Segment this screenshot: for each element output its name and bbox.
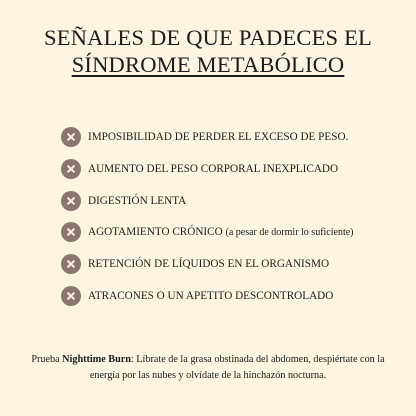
symptom-item (61, 222, 354, 242)
x-mark-circle-icon (61, 127, 81, 147)
symptom-text: ATRACONES O UN APETITO DESCONTROLADO (88, 290, 334, 302)
x-mark-circle-icon (61, 254, 81, 274)
symptom-note: (a pesar de dormir lo suficiente) (225, 227, 354, 238)
x-mark-circle-icon (61, 222, 81, 242)
x-mark-circle-icon (61, 191, 81, 211)
symptom-text: DIGESTIÓN LENTA (88, 195, 187, 207)
heading-line-1: SEÑALES DE QUE PADECES EL (44, 25, 372, 50)
symptom-item (61, 191, 186, 211)
symptom-item (61, 286, 333, 306)
x-mark-circle-icon (61, 159, 81, 179)
symptom-text: AGOTAMIENTO CRÓNICO (a pesar de dormir lo suficiente) (88, 226, 354, 238)
heading-line-2 (0, 54, 416, 77)
x-mark-circle-icon (61, 286, 81, 306)
symptom-text: IMPOSIBILIDAD DE PERDER EL EXCESO DE PESO. (88, 131, 349, 143)
symptom-item (61, 127, 348, 147)
symptom-text: RETENCIÓN DE LÍQUIDOS EN EL ORGANISMO (88, 258, 330, 270)
heading-line-2-text: SÍNDROME METABÓLICO (71, 52, 345, 77)
symptom-text: AUMENTO DEL PESO CORPORAL INEXPLICADO (88, 163, 339, 175)
symptom-item (61, 159, 338, 179)
product-name: Nighttime Burn (62, 354, 131, 365)
promo-footer: Prueba Nighttime Burn: Líbrate de la grasa obstinada del abdomen, despiértate con la energía por las nubes y olvídate de la hinchazón nocturna. (31, 354, 385, 381)
symptom-item (61, 254, 329, 274)
